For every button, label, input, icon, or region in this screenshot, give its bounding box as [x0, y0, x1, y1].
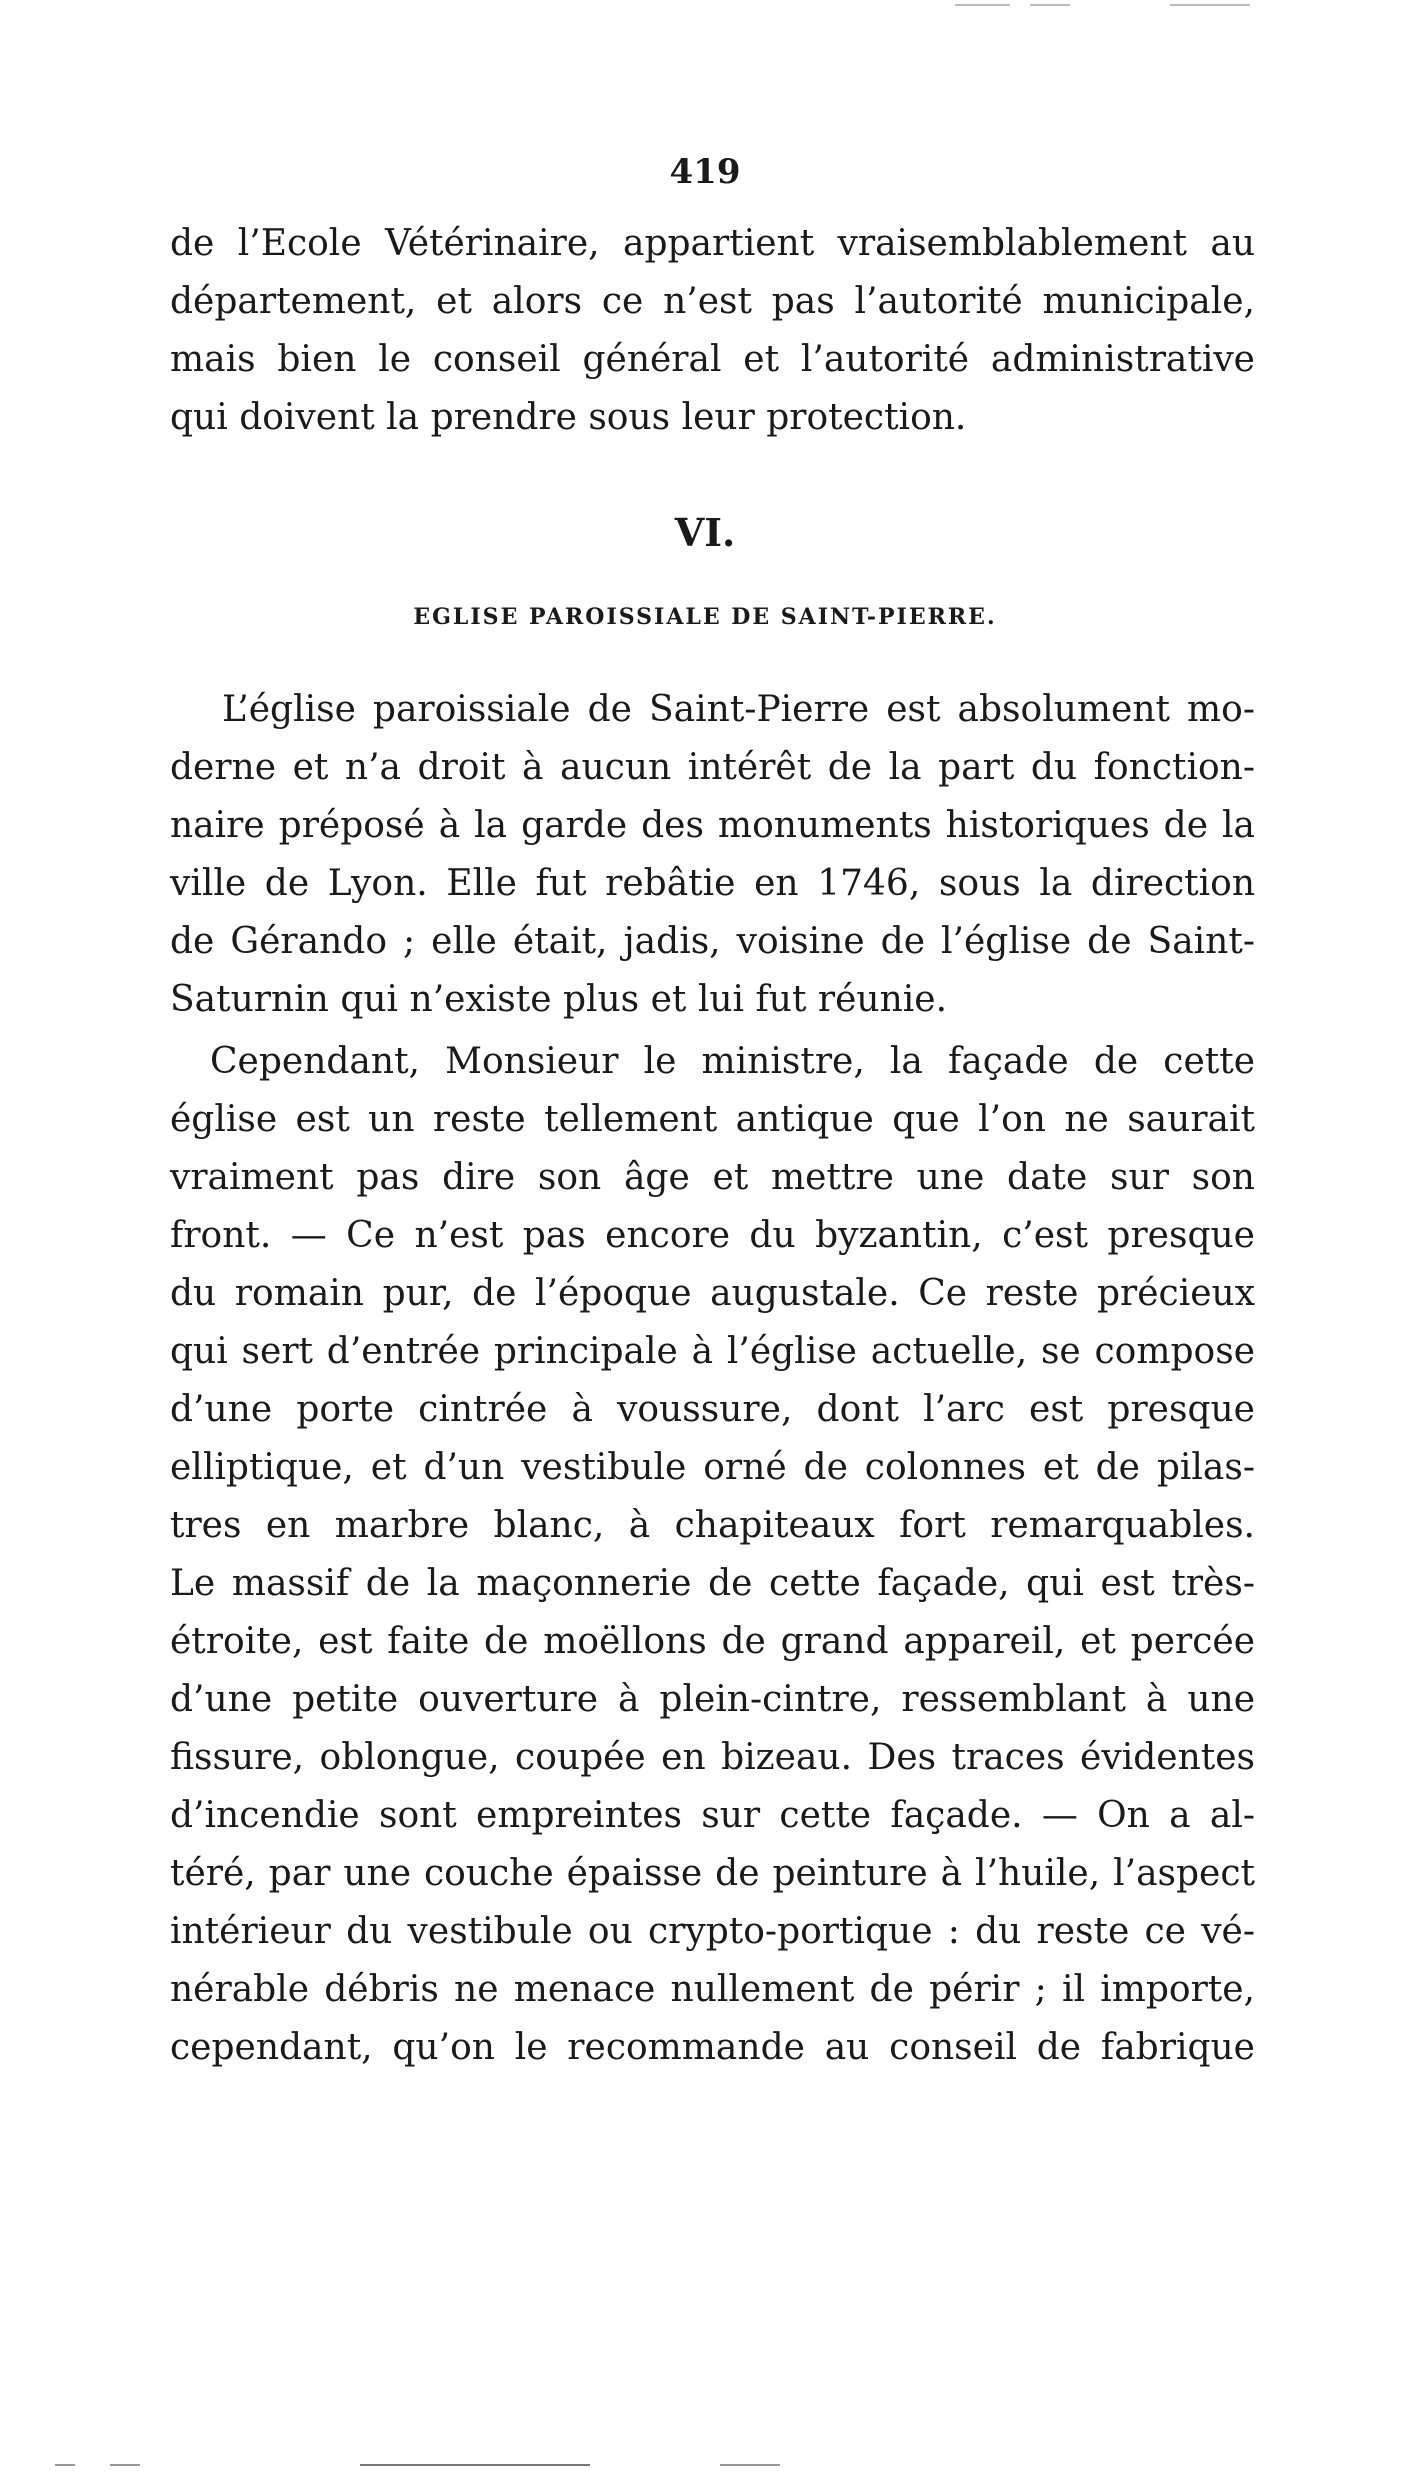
- page-number: 419: [669, 152, 741, 192]
- bottom-edge-rule: [110, 2464, 140, 2466]
- section-number: VI.: [674, 510, 736, 555]
- text-line: église est un reste tellement antique que l’on ne saurait: [170, 1099, 1255, 1140]
- bottom-edge-rule: [360, 2464, 590, 2466]
- text-line: cependant, qu’on le recommande au conseil de fabrique: [170, 2027, 1255, 2068]
- text-line: de Gérando ; elle était, jadis, voisine de l’église de Saint-: [170, 921, 1255, 962]
- bottom-edge-rule: [55, 2464, 75, 2466]
- text-line: département, et alors ce n’est pas l’autorité municipale,: [170, 281, 1255, 322]
- top-edge-rule: [1030, 4, 1070, 6]
- text-line: d’une porte cintrée à voussure, dont l’arc est presque: [170, 1389, 1255, 1430]
- text-line: mais bien le conseil général et l’autorité administrative: [170, 339, 1255, 380]
- text-line: étroite, est faite de moëllons de grand appareil, et percée: [170, 1621, 1255, 1662]
- text-line: nérable débris ne menace nullement de périr ; il importe,: [170, 1969, 1255, 2010]
- text-line: derne et n’a droit à aucun intérêt de la part du fonction-: [170, 747, 1255, 788]
- top-edge-rule: [1170, 4, 1250, 6]
- text-line: qui sert d’entrée principale à l’église actuelle, se compose: [170, 1331, 1255, 1372]
- top-edge-rule: [955, 4, 1010, 6]
- text-line: elliptique, et d’un vestibule orné de colonnes et de pilas-: [170, 1447, 1255, 1488]
- text-line: Cependant, Monsieur le ministre, la façade de cette: [210, 1041, 1255, 1082]
- text-line: du romain pur, de l’époque augustale. Ce reste précieux: [170, 1273, 1255, 1314]
- bottom-edge-rule: [720, 2464, 780, 2466]
- text-line: téré, par une couche épaisse de peinture à l’huile, l’aspect: [170, 1853, 1255, 1894]
- text-line: Le massif de la maçonnerie de cette façade, qui est très-: [170, 1563, 1255, 1604]
- text-line: Saturnin qui n’existe plus et lui fut réunie.: [170, 979, 948, 1020]
- text-line: tres en marbre blanc, à chapiteaux fort remarquables.: [170, 1505, 1255, 1546]
- text-line: d’une petite ouverture à plein-cintre, ressemblant à une: [170, 1679, 1255, 1720]
- text-line: L’église paroissiale de Saint-Pierre est absolument mo-: [222, 689, 1255, 730]
- text-line: intérieur du vestibule ou crypto-portique : du reste ce vé-: [170, 1911, 1255, 1952]
- text-line: front. — Ce n’est pas encore du byzantin, c’est presque: [170, 1215, 1255, 1256]
- text-line: ville de Lyon. Elle fut rebâtie en 1746, sous la direction: [170, 863, 1255, 904]
- text-line: naire préposé à la garde des monuments historiques de la: [170, 805, 1255, 846]
- text-line: vraiment pas dire son âge et mettre une date sur son: [170, 1157, 1255, 1198]
- text-line: fissure, oblongue, coupée en bizeau. Des traces évidentes: [170, 1737, 1255, 1778]
- text-line: de l’Ecole Vétérinaire, appartient vraisemblablement au: [170, 223, 1255, 264]
- text-line: d’incendie sont empreintes sur cette façade. — On a al-: [170, 1795, 1255, 1836]
- text-line: qui doivent la prendre sous leur protection.: [170, 397, 967, 438]
- section-title: EGLISE PAROISSIALE DE SAINT-PIERRE.: [413, 604, 997, 630]
